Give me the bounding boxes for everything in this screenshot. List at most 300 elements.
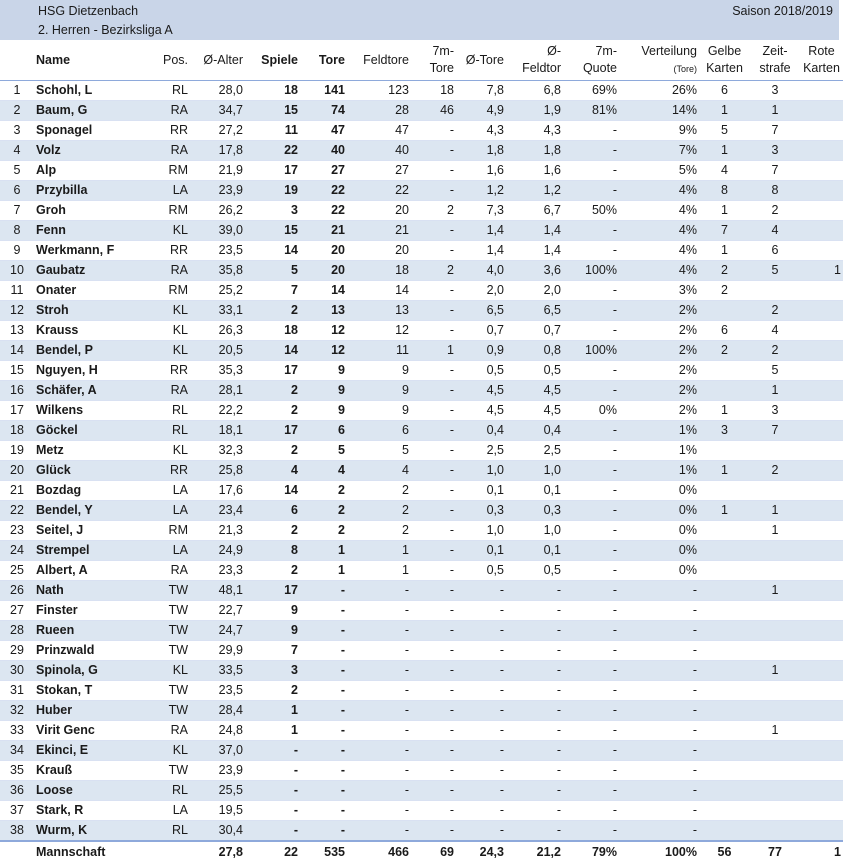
col-avg-field-header-line1: Ø- — [547, 44, 561, 58]
row-avg-goals: 0,3 — [456, 501, 506, 521]
row-yellow: 1 — [699, 141, 750, 161]
row-suspension — [750, 821, 800, 842]
row-distribution: 2% — [619, 341, 699, 361]
row-field-goals: 9 — [347, 401, 411, 421]
row-nr: 4 — [0, 141, 34, 161]
row-yellow: 7 — [699, 221, 750, 241]
row-7m-goals: - — [411, 741, 456, 761]
row-nr: 27 — [0, 601, 34, 621]
row-distribution: - — [619, 781, 699, 801]
row-games: 4 — [245, 461, 300, 481]
row-nr: 33 — [0, 721, 34, 741]
row-distribution: 4% — [619, 261, 699, 281]
row-nr: 1 — [0, 81, 34, 101]
row-pos: RM — [152, 521, 190, 541]
row-nr: 34 — [0, 741, 34, 761]
col-red-header-line1: Rote — [808, 44, 835, 58]
row-yellow: 3 — [699, 421, 750, 441]
row-7m-quote: - — [563, 161, 619, 181]
table-row — [0, 181, 843, 201]
row-pos: TW — [152, 701, 190, 721]
row-7m-quote: - — [563, 701, 619, 721]
row-7m-quote: - — [563, 121, 619, 141]
row-yellow — [699, 561, 750, 581]
row-avg-field: 2,0 — [506, 281, 563, 301]
row-age: 23,5 — [190, 681, 245, 701]
row-distribution: 2% — [619, 381, 699, 401]
row-red — [800, 81, 843, 101]
row-goals: 2 — [300, 501, 347, 521]
row-games: 7 — [245, 641, 300, 661]
row-nr: 17 — [0, 401, 34, 421]
row-field-goals: 28 — [347, 101, 411, 121]
row-red — [800, 561, 843, 581]
totals-field-goals: 466 — [347, 841, 411, 863]
row-distribution: 4% — [619, 241, 699, 261]
row-field-goals: 47 — [347, 121, 411, 141]
row-avg-field: 4,3 — [506, 121, 563, 141]
row-nr: 21 — [0, 481, 34, 501]
row-pos: LA — [152, 481, 190, 501]
row-yellow — [699, 721, 750, 741]
row-7m-quote: - — [563, 721, 619, 741]
row-avg-field: 0,1 — [506, 481, 563, 501]
row-avg-goals: 1,0 — [456, 461, 506, 481]
table-row — [0, 741, 843, 761]
row-name: Schohl, L — [34, 81, 152, 101]
row-7m-goals: - — [411, 701, 456, 721]
row-suspension — [750, 601, 800, 621]
row-name: Onater — [34, 281, 152, 301]
totals-red: 1 — [800, 841, 843, 863]
row-avg-goals: 0,7 — [456, 321, 506, 341]
row-red — [800, 701, 843, 721]
row-nr: 19 — [0, 441, 34, 461]
row-avg-goals: - — [456, 741, 506, 761]
row-goals: 1 — [300, 561, 347, 581]
row-pos: RL — [152, 821, 190, 842]
row-avg-goals: 1,4 — [456, 241, 506, 261]
row-7m-goals: - — [411, 361, 456, 381]
row-red — [800, 381, 843, 401]
table-row — [0, 341, 843, 361]
row-name: Alp — [34, 161, 152, 181]
row-avg-goals: - — [456, 821, 506, 842]
row-nr: 29 — [0, 641, 34, 661]
row-red — [800, 481, 843, 501]
row-distribution: 9% — [619, 121, 699, 141]
row-red — [800, 721, 843, 741]
row-name: Krauss — [34, 321, 152, 341]
player-stats-table — [0, 40, 843, 863]
col-yellow-header-line2: Karten — [706, 61, 743, 75]
row-avg-field: 6,5 — [506, 301, 563, 321]
row-goals: 47 — [300, 121, 347, 141]
row-avg-goals: - — [456, 661, 506, 681]
row-distribution: 0% — [619, 561, 699, 581]
row-pos: TW — [152, 581, 190, 601]
row-suspension — [750, 701, 800, 721]
row-avg-goals: - — [456, 641, 506, 661]
row-pos: RL — [152, 401, 190, 421]
row-yellow: 1 — [699, 241, 750, 261]
row-field-goals: 21 — [347, 221, 411, 241]
table-row — [0, 401, 843, 421]
row-red — [800, 441, 843, 461]
row-7m-goals: - — [411, 621, 456, 641]
row-suspension — [750, 741, 800, 761]
row-distribution: 0% — [619, 501, 699, 521]
col-field-goals-header: Feldtore — [347, 40, 411, 81]
row-7m-quote: - — [563, 821, 619, 842]
row-games: 8 — [245, 541, 300, 561]
row-age: 22,7 — [190, 601, 245, 621]
row-games: 7 — [245, 281, 300, 301]
row-field-goals: 9 — [347, 381, 411, 401]
row-avg-field: 1,0 — [506, 461, 563, 481]
row-7m-goals: - — [411, 141, 456, 161]
row-name: Virit Genc — [34, 721, 152, 741]
row-name: Huber — [34, 701, 152, 721]
row-field-goals: 18 — [347, 261, 411, 281]
row-distribution: 1% — [619, 421, 699, 441]
row-7m-goals: - — [411, 421, 456, 441]
row-goals: - — [300, 741, 347, 761]
row-avg-field: 0,5 — [506, 361, 563, 381]
row-field-goals: 4 — [347, 461, 411, 481]
row-nr: 14 — [0, 341, 34, 361]
table-row — [0, 681, 843, 701]
row-7m-quote: - — [563, 741, 619, 761]
row-avg-field: 0,8 — [506, 341, 563, 361]
col-distribution-header — [619, 40, 699, 81]
row-red — [800, 101, 843, 121]
row-nr: 35 — [0, 761, 34, 781]
row-avg-field: 6,8 — [506, 81, 563, 101]
row-distribution: 5% — [619, 161, 699, 181]
row-red — [800, 401, 843, 421]
row-yellow: 5 — [699, 121, 750, 141]
row-suspension: 4 — [750, 321, 800, 341]
row-goals: 4 — [300, 461, 347, 481]
row-suspension: 2 — [750, 301, 800, 321]
row-7m-goals: - — [411, 641, 456, 661]
row-age: 23,5 — [190, 241, 245, 261]
sheet-header — [0, 0, 839, 40]
row-avg-goals: 1,0 — [456, 521, 506, 541]
totals-7m-quote: 79% — [563, 841, 619, 863]
row-games: 3 — [245, 201, 300, 221]
row-distribution: 2% — [619, 401, 699, 421]
table-row — [0, 561, 843, 581]
table-row — [0, 541, 843, 561]
row-suspension — [750, 641, 800, 661]
row-avg-goals: - — [456, 621, 506, 641]
row-yellow: 6 — [699, 81, 750, 101]
row-avg-field: 1,9 — [506, 101, 563, 121]
col-nr-header — [0, 40, 34, 81]
row-avg-goals: 0,5 — [456, 561, 506, 581]
row-age: 20,5 — [190, 341, 245, 361]
row-avg-field: - — [506, 581, 563, 601]
row-yellow — [699, 681, 750, 701]
table-header-row — [0, 40, 843, 81]
row-games: 15 — [245, 101, 300, 121]
row-suspension: 6 — [750, 241, 800, 261]
col-7m-goals-header-line1: 7m- — [432, 44, 454, 58]
row-yellow — [699, 301, 750, 321]
row-distribution: - — [619, 721, 699, 741]
row-age: 33,5 — [190, 661, 245, 681]
row-age: 39,0 — [190, 221, 245, 241]
row-7m-quote: - — [563, 181, 619, 201]
table-row — [0, 361, 843, 381]
row-age: 37,0 — [190, 741, 245, 761]
row-suspension — [750, 561, 800, 581]
row-goals: - — [300, 581, 347, 601]
row-7m-goals: - — [411, 681, 456, 701]
row-age: 21,9 — [190, 161, 245, 181]
row-field-goals: 2 — [347, 521, 411, 541]
row-avg-goals: - — [456, 601, 506, 621]
row-7m-goals: - — [411, 501, 456, 521]
row-nr: 18 — [0, 421, 34, 441]
row-suspension: 4 — [750, 221, 800, 241]
row-games: 2 — [245, 401, 300, 421]
row-pos: KL — [152, 341, 190, 361]
row-7m-goals: - — [411, 661, 456, 681]
row-nr: 38 — [0, 821, 34, 842]
league-name: 2. Herren - Bezirksliga A — [38, 23, 173, 37]
row-games: 17 — [245, 361, 300, 381]
row-7m-goals: - — [411, 801, 456, 821]
row-age: 24,8 — [190, 721, 245, 741]
row-7m-quote: 100% — [563, 341, 619, 361]
row-age: 19,5 — [190, 801, 245, 821]
row-distribution: - — [619, 601, 699, 621]
col-avg-field-header-line2: Feldtor — [522, 61, 561, 75]
row-age: 25,2 — [190, 281, 245, 301]
row-nr: 16 — [0, 381, 34, 401]
row-games: 2 — [245, 561, 300, 581]
row-7m-quote: - — [563, 781, 619, 801]
row-avg-field: - — [506, 721, 563, 741]
row-goals: 27 — [300, 161, 347, 181]
row-pos: RA — [152, 381, 190, 401]
row-field-goals: 11 — [347, 341, 411, 361]
row-goals: 12 — [300, 341, 347, 361]
row-suspension — [750, 801, 800, 821]
row-age: 28,1 — [190, 381, 245, 401]
row-7m-goals: 2 — [411, 201, 456, 221]
row-avg-field: 0,1 — [506, 541, 563, 561]
row-7m-quote: - — [563, 681, 619, 701]
table-row — [0, 521, 843, 541]
row-avg-goals: 0,1 — [456, 481, 506, 501]
row-7m-goals: - — [411, 581, 456, 601]
row-field-goals: - — [347, 601, 411, 621]
row-avg-goals: 1,2 — [456, 181, 506, 201]
row-field-goals: 20 — [347, 201, 411, 221]
row-name: Volz — [34, 141, 152, 161]
row-goals: 21 — [300, 221, 347, 241]
row-games: - — [245, 761, 300, 781]
row-7m-quote: - — [563, 581, 619, 601]
row-games: 2 — [245, 301, 300, 321]
row-7m-quote: - — [563, 521, 619, 541]
row-pos: LA — [152, 541, 190, 561]
row-age: 22,2 — [190, 401, 245, 421]
row-nr: 31 — [0, 681, 34, 701]
row-distribution: 3% — [619, 281, 699, 301]
row-7m-goals: 1 — [411, 341, 456, 361]
row-distribution: 2% — [619, 321, 699, 341]
row-yellow — [699, 701, 750, 721]
row-name: Wurm, K — [34, 821, 152, 842]
row-7m-quote: - — [563, 421, 619, 441]
row-yellow: 2 — [699, 261, 750, 281]
table-row — [0, 441, 843, 461]
table-row — [0, 81, 843, 101]
row-suspension — [750, 441, 800, 461]
row-field-goals: 1 — [347, 541, 411, 561]
row-avg-field: 1,8 — [506, 141, 563, 161]
row-goals: 5 — [300, 441, 347, 461]
club-name: HSG Dietzenbach — [38, 4, 139, 18]
table-row — [0, 301, 843, 321]
row-avg-goals: 0,4 — [456, 421, 506, 441]
row-name: Seitel, J — [34, 521, 152, 541]
col-yellow-header — [699, 40, 750, 81]
row-avg-goals: 1,4 — [456, 221, 506, 241]
row-suspension: 1 — [750, 381, 800, 401]
row-name: Sponagel — [34, 121, 152, 141]
col-age-header: Ø-Alter — [190, 40, 245, 81]
row-nr: 20 — [0, 461, 34, 481]
row-red: 1 — [800, 261, 843, 281]
row-yellow: 1 — [699, 101, 750, 121]
row-avg-goals: 2,0 — [456, 281, 506, 301]
row-avg-goals: - — [456, 761, 506, 781]
row-games: 9 — [245, 621, 300, 641]
row-red — [800, 241, 843, 261]
row-distribution: 1% — [619, 461, 699, 481]
row-red — [800, 781, 843, 801]
row-suspension: 1 — [750, 101, 800, 121]
totals-row — [0, 841, 843, 863]
row-7m-goals: - — [411, 781, 456, 801]
row-7m-goals: - — [411, 761, 456, 781]
row-red — [800, 501, 843, 521]
row-distribution: 0% — [619, 481, 699, 501]
table-row — [0, 821, 843, 842]
row-pos: LA — [152, 181, 190, 201]
table-row — [0, 281, 843, 301]
col-suspension-header-line1: Zeit- — [762, 44, 788, 58]
row-red — [800, 181, 843, 201]
row-7m-quote: - — [563, 761, 619, 781]
row-yellow — [699, 781, 750, 801]
row-avg-goals: 4,9 — [456, 101, 506, 121]
row-field-goals: - — [347, 781, 411, 801]
row-distribution: 1% — [619, 441, 699, 461]
row-goals: 22 — [300, 201, 347, 221]
row-nr: 13 — [0, 321, 34, 341]
row-name: Finster — [34, 601, 152, 621]
row-7m-quote: - — [563, 141, 619, 161]
row-7m-quote: - — [563, 501, 619, 521]
row-red — [800, 801, 843, 821]
row-games: 1 — [245, 721, 300, 741]
row-field-goals: 14 — [347, 281, 411, 301]
row-field-goals: - — [347, 681, 411, 701]
row-7m-goals: - — [411, 601, 456, 621]
row-7m-goals: - — [411, 301, 456, 321]
row-red — [800, 301, 843, 321]
row-avg-field: - — [506, 821, 563, 842]
row-age: 35,3 — [190, 361, 245, 381]
row-games: 2 — [245, 441, 300, 461]
row-suspension — [750, 481, 800, 501]
totals-name: Mannschaft — [34, 841, 152, 863]
row-name: Glück — [34, 461, 152, 481]
row-name: Werkmann, F — [34, 241, 152, 261]
row-nr: 8 — [0, 221, 34, 241]
row-red — [800, 581, 843, 601]
row-red — [800, 281, 843, 301]
row-suspension — [750, 621, 800, 641]
row-suspension — [750, 281, 800, 301]
row-goals: 9 — [300, 361, 347, 381]
row-yellow — [699, 541, 750, 561]
totals-avg-goals: 24,3 — [456, 841, 506, 863]
row-yellow — [699, 761, 750, 781]
row-nr: 37 — [0, 801, 34, 821]
row-7m-quote: - — [563, 601, 619, 621]
table-row — [0, 661, 843, 681]
row-red — [800, 521, 843, 541]
row-7m-goals: - — [411, 161, 456, 181]
row-7m-quote: 50% — [563, 201, 619, 221]
row-age: 17,6 — [190, 481, 245, 501]
table-row — [0, 641, 843, 661]
row-field-goals: 6 — [347, 421, 411, 441]
row-games: 11 — [245, 121, 300, 141]
table-row — [0, 101, 843, 121]
row-pos: TW — [152, 761, 190, 781]
row-avg-field: - — [506, 801, 563, 821]
row-games: - — [245, 781, 300, 801]
table-row — [0, 381, 843, 401]
row-distribution: - — [619, 641, 699, 661]
table-row — [0, 221, 843, 241]
row-7m-goals: - — [411, 281, 456, 301]
row-avg-goals: 6,5 — [456, 301, 506, 321]
row-pos: KL — [152, 321, 190, 341]
row-name: Ekinci, E — [34, 741, 152, 761]
row-suspension: 2 — [750, 201, 800, 221]
row-age: 28,4 — [190, 701, 245, 721]
row-age: 23,9 — [190, 181, 245, 201]
row-suspension: 3 — [750, 141, 800, 161]
table-row — [0, 481, 843, 501]
row-yellow: 6 — [699, 321, 750, 341]
row-7m-goals: - — [411, 181, 456, 201]
row-field-goals: 9 — [347, 361, 411, 381]
row-7m-quote: - — [563, 461, 619, 481]
row-name: Albert, A — [34, 561, 152, 581]
row-games: 17 — [245, 161, 300, 181]
